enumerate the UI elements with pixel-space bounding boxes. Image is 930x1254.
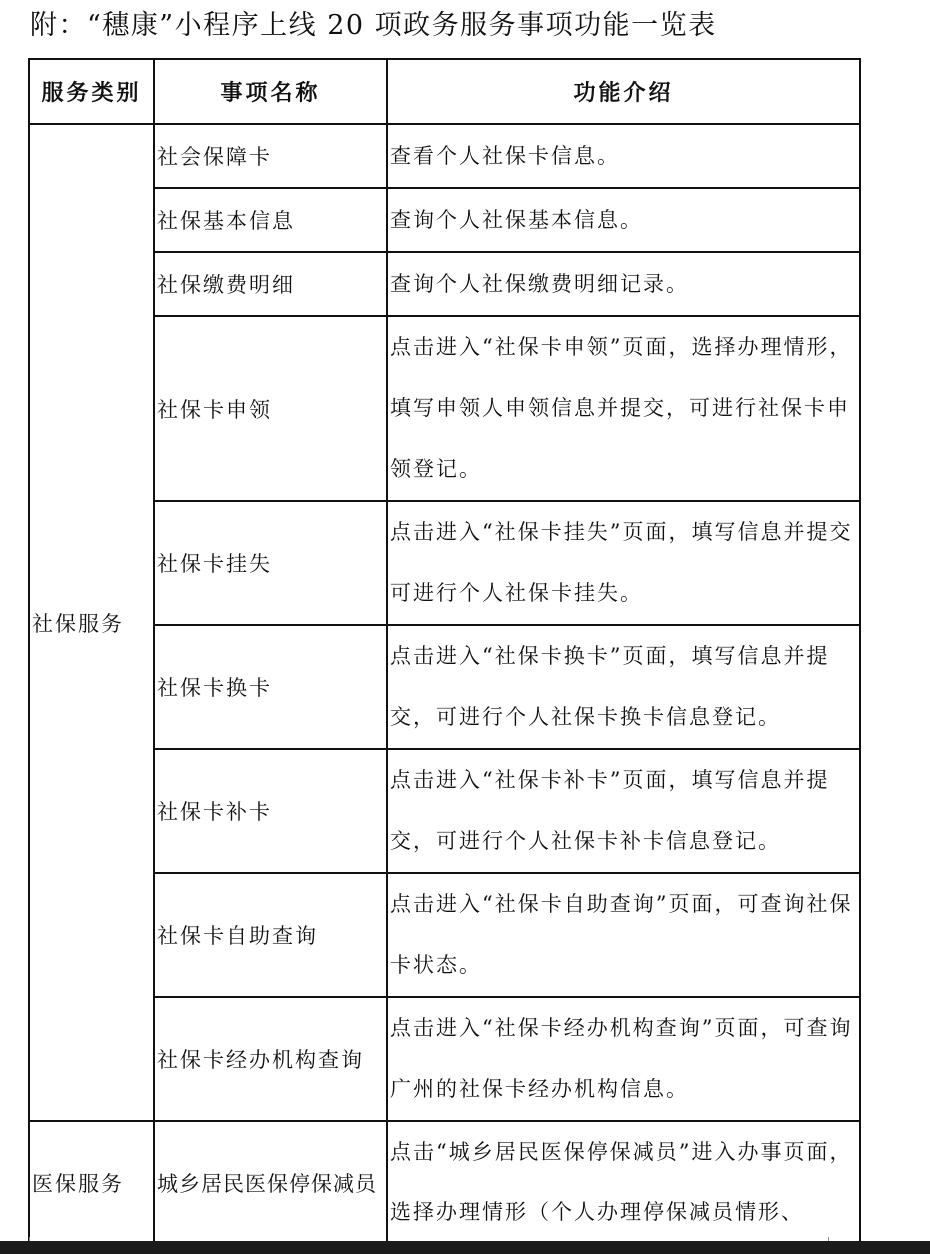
page-bottom-edge <box>0 1241 930 1254</box>
service-table <box>28 58 861 1245</box>
item-name-cell: 社保缴费明细 <box>154 252 387 316</box>
header-function: 功能介绍 <box>387 59 860 124</box>
table-row <box>29 188 860 252</box>
item-desc-cell: 点击进入“社保卡换卡”页面，填写信息并提交，可进行个人社保卡换卡信息登记。 <box>387 625 860 749</box>
item-name-cell: 社保卡换卡 <box>154 625 387 749</box>
item-name-cell: 社保基本信息 <box>154 188 387 252</box>
item-desc-cell: 点击进入“社保卡挂失”页面，填写信息并提交可进行个人社保卡挂失。 <box>387 501 860 625</box>
item-name-cell: 社保卡经办机构查询 <box>154 997 387 1121</box>
document-title: 附：“穗康”小程序上线 20 项政务服务事项功能一览表 <box>30 10 717 41</box>
category-cell-social-security: 社保服务 <box>29 124 154 1121</box>
item-name-cell: 社保卡自助查询 <box>154 873 387 997</box>
table-row <box>29 1121 860 1244</box>
item-desc-cell: 查询个人社保缴费明细记录。 <box>387 252 860 316</box>
item-desc-cell: 点击“城乡居民医保停保减员”进入办事页面，选择办理情形（个人办理停保减员情形、 <box>387 1121 860 1244</box>
item-desc-cell: 点击进入“社保卡补卡”页面，填写信息并提交，可进行个人社保卡补卡信息登记。 <box>387 749 860 873</box>
table-row <box>29 316 860 501</box>
table-row <box>29 501 860 625</box>
table-row <box>29 997 860 1121</box>
item-name-cell: 社会保障卡 <box>154 124 387 188</box>
header-category: 服务类别 <box>29 59 154 124</box>
item-name-cell: 城乡居民医保停保减员 <box>154 1121 387 1244</box>
item-desc-cell: 点击进入“社保卡经办机构查询”页面，可查询广州的社保卡经办机构信息。 <box>387 997 860 1121</box>
item-desc-cell: 查询个人社保基本信息。 <box>387 188 860 252</box>
item-desc-cell: 点击进入“社保卡申领”页面，选择办理情形，填写申领人申领信息并提交，可进行社保卡申领登记。 <box>387 316 860 501</box>
header-row <box>29 59 860 124</box>
table-row <box>29 625 860 749</box>
item-name-cell: 社保卡补卡 <box>154 749 387 873</box>
item-name-cell: 社保卡挂失 <box>154 501 387 625</box>
table-row <box>29 749 860 873</box>
table-row <box>29 252 860 316</box>
table-row <box>29 124 860 188</box>
item-desc-cell: 点击进入“社保卡自助查询”页面，可查询社保卡状态。 <box>387 873 860 997</box>
item-desc-cell: 查看个人社保卡信息。 <box>387 124 860 188</box>
header-item-name: 事项名称 <box>154 59 387 124</box>
category-cell-medical-insurance: 医保服务 <box>29 1121 154 1244</box>
table-row <box>29 873 860 997</box>
item-name-cell: 社保卡申领 <box>154 316 387 501</box>
